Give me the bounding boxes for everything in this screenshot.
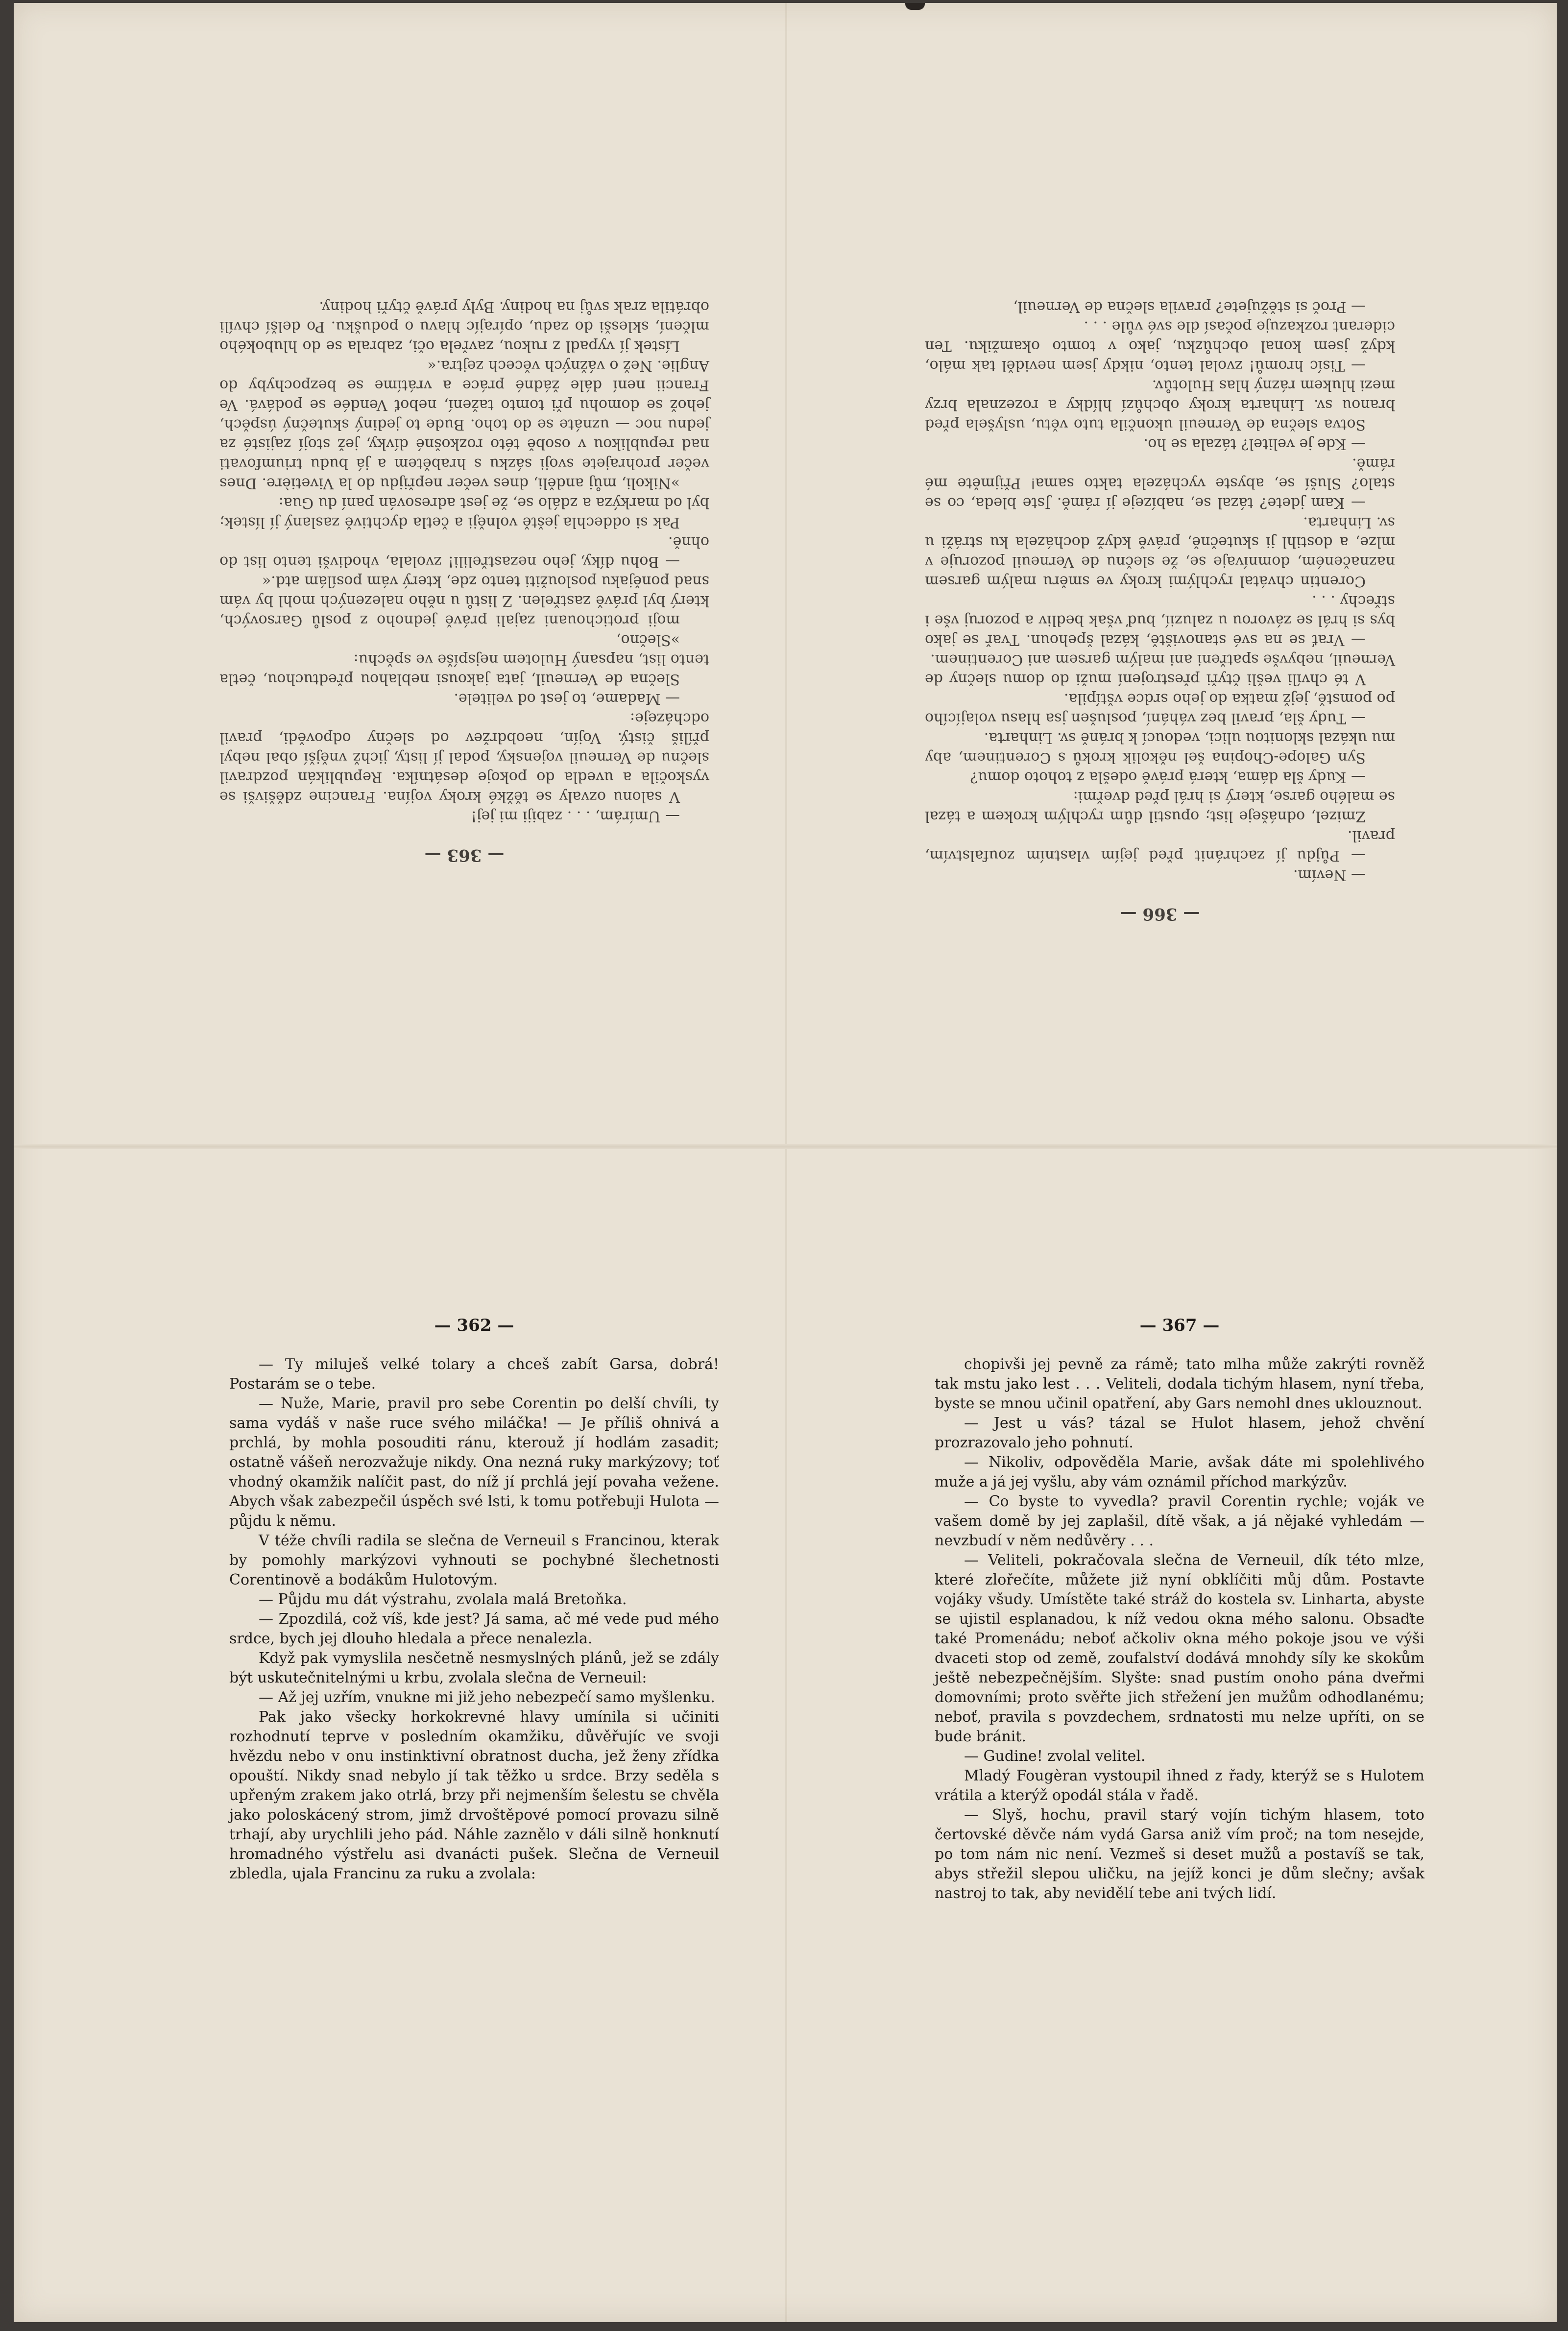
binding-clip [905,3,925,10]
paragraph: V téže chvíli radila se slečna de Verneuil s Francinou, kterak by pomohly markýzovi vyhnouti se pochybné šlechetnosti Corentinově a bodákům Hulotovým. [229,1532,719,1588]
page-number: — 363 — [424,845,505,865]
paragraph: Syn Galope-Chopina šel několik kroků s Corentinem, aby mu ukázal sklonitou ulici, vedoucí k bráně sv. Linharta. [925,729,1395,766]
paragraph: — Umírám, . . . zabiji mi jej! [471,808,680,825]
paragraph: V salonu ozvaly se těžké kroky vojína. Francine zděšivši se vyskočila a uvedla do pokoje desátníka. Republikán pozdravil slečnu de Verneuil vojensky, podal jí listy, jichž vnější obal nebyl příliš čistý. Vojín, neobdržev od slečny odpovědi, pravil odcházeje: [219,710,709,805]
paragraph: — Ty miluješ velké tolary a chceš zabít Garsa, dobrá! Postarám se o tebe. [229,1356,719,1393]
paragraph: — Nevím. [1293,866,1366,884]
scanned-book-sheet [14,3,1557,2322]
paragraph: — Veliteli, pokračovala slečna de Verneuil, dík této mlze, které zlořečíte, můžete již nyní obklíčiti můj dům. Postavte vojáky všudy. Umístěte také stráž do kostela sv. Linharta, abyste se ujistil esplanadou, k níž vedou okna mého salonu. Obsaďte také Promenádu; neboť ačkoliv okna mého pokoje jsou ve výši dvaceti stop od země, zoufalství dodává mnohdy síly ke skokům ještě nebezpečnějším. Slyšte: snad pustím onoho pána dveřmi domovními; proto svěřte jich střežení jen mužům odhodlanému; neboť, pravila s povzdechem, srdnatosti mu nelze upříti, on se bude bránit. [935,1552,1424,1745]
page-number: — 366 — [1120,904,1200,924]
paragraph: »Nikoli, můj anděli, dnes večer nepřijdu do la Vivetière. Dnes večer prohrajete svoji sázku s hrabětem a já budu triumfovati nad republikou v osobě této rozkošné dívky, jež stojí zajisté za jednu noc — uznáte se do toho. Bude to jediný skutečný úspěch, jehož se domohu při tomto tažení, neboť Vendée se podává. Ve Francii není dále žádné práce a vrátíme se bezpochyby do Anglie. Než o vážných věcech zejtra.« [219,357,709,492]
paragraph: Corentin chvátal rychlými kroky ve směru malým garsem naznačeném, domnívaje se, že slečnu de Verneuil pozoruje v mlze, a dostihl ji skutečně, právě když docházela ku stráži u sv. Linharta. [925,514,1395,590]
paragraph: Pak si oddechla ještě volněji a četla dychtivě zaslaný jí lístek; byl od markýza a zdálo se, že jest adresován paní du Gua: [219,494,709,531]
paragraph: — Jest u vás? tázal se Hulot hlasem, jehož chvění prozrazovalo jeho pohnutí. [935,1415,1424,1451]
paragraph: — Gudine! zvolal velitel. [964,1748,1146,1765]
paragraph: — Co byste to vyvedla? pravil Corentin rychle; voják ve vašem domě by jej zaplašil, dítě však, a já nějaké vyhledám — nevzbudí v něm nedůvěry . . . [935,1493,1424,1549]
paragraph: — Zpozdilá, což víš, kde jest? Já sama, ač mé vede pud mého srdce, bych jej dlouho hledala a přece nenalezla. [229,1610,719,1647]
page-363-upside-down [219,297,709,865]
page-text [935,1355,1424,1903]
paragraph: — Tudy šla, pravil bez váhání, poslušen jsa hlasu volajícího po pomstě, jejž matka do jeho srdce vštípila. [925,690,1395,727]
paragraph: Mladý Fougèran vystoupil ihned z řady, kterýž se s Hulotem vrátila a kterýž opodál stála v řadě. [935,1767,1424,1804]
paragraph: — Půjdu mu dát výstrahu, zvolala malá Bretoňka. [259,1591,627,1608]
paragraph: Když pak vymyslila nesčetně nesmyslných plánů, jež se zdály být uskutečnitelnými u krbu, zvolala slečna de Verneuil: [229,1650,719,1686]
paragraph: — Slyš, hochu, pravil starý vojín tichým hlasem, toto čertovské děvče nám vydá Garsa aniž vím proč; na tom nesejde, po tom nám nic není. Vezmeš si deset mužů a postavíš se tak, abys střežil slepou uličku, na jejíž konci je dům slečny; avšak nastroj to tak, aby nevidělí tebe ani tvých lidí. [935,1806,1424,1902]
paragraph: — Půjdu jí zachránit před jejím vlastním zoufalstvím, pravil. [925,827,1395,864]
paragraph: »Slečno, [616,631,680,649]
page-number: — 362 — [434,1316,514,1335]
paragraph: — Až jej uzřím, vnukne mi již jeho nebezpečí samo myšlenku. [259,1689,715,1706]
paragraph: — Tisíc hromů! zvolal tento, nikdy jsem neviděl tak málo, když jsem konal obchůzku, jako v tomto okamžiku. Ten ciderant rozkazuje počasí dle své vůle . . . [925,318,1395,374]
page-number: — 367 — [1139,1316,1220,1335]
paragraph: — Bohu díky, jeho nezastřelili! zvolala, vhodivši tento list do ohně. [219,533,709,570]
paragraph: moji protichouani zajali právě jednoho z poslů Garsových, který byl právě zastřelen. Z listů u něho nalezených mohl by vám snad ponějaku posloužiti tento zde, který vám posílám atd.« [219,573,709,629]
paragraph: — Nikoliv, odpověděla Marie, avšak dáte mi spolehlivého muže a já jej vyšlu, aby vám oznámil příchod markýzův. [935,1454,1424,1490]
page-text [925,297,1395,885]
paragraph: — Vrať se na své stanoviště, kázal špehoun. Tvař se jako bys si hrál se závorou u zaluzií, buď však bedliv a pozoruj vše i střechy . . . [925,592,1395,649]
page-text [219,297,709,826]
paragraph: — Kde je velitel? tázala se ho. [1143,435,1366,453]
page-366-upside-down [925,297,1395,924]
paragraph: — Kudy šla dáma, která právě odešla z tohoto domu? [970,769,1366,786]
paragraph: — Proč si stěžujete? pravila slečna de Verneuil, [1013,298,1366,315]
page-362 [229,1316,719,1884]
paragraph: Slečna de Verneuil, jata jakousi neblahou předtuchou, četla tento list, napsaný Hulotem nejspíše ve spěchu: [219,651,709,688]
paragraph: Lístek jí vypadl z rukou, zavřela oči, zabrala se do hlubokého mlčení, sklesši do zadu, opírajíc hlavu o podušku. Po delší chvíli obrátila zrak svůj na hodiny. Byly právě čtyři hodiny. [219,298,709,355]
paragraph: Zmizel, odnášeje list; opustil dům rychlým krokem a tázal se malého garse, který si hrál před dveřmi: [925,788,1395,825]
book-spine [785,3,787,2322]
page-367 [935,1316,1424,1903]
paragraph: Sotva slečna de Verneuil ukončila tuto větu, uslyšela před branou sv. Linharta kroky obchůzí hlídky a rozeznala brzy mezi hlukem rázný hlas Hulotův. [925,377,1395,433]
paragraph: — Kam jdete? tázal se, nabízeje jí rámě. Jste bleda, co se stalo? Sluší se, abyste vycházela takto samaǃ Přijměte mé rámě. [925,455,1395,511]
paragraph: chopivši jej pevně za rámě; tato mlha může zakrýti rovněž tak mstu jako lest . . . Veliteli, dodala tichým hlasem, nyní třeba, byste se mnou učinil opatření, aby Gars nemohl dnes uklouznout. [935,1356,1424,1412]
paragraph: Pak jako všecky horkokrevné hlavy umínila si učiniti rozhodnutí teprve v posledním okamžiku, důvěřujíc ve svoji hvězdu nebo v onu instinktivní obratnost ducha, jež ženy zřídka opouští. Nikdy snad nebylo jí tak těžko u srdce. Brzy seděla s upřeným zrakem jako otrlá, brzy při nejmenším šelestu se chvěla jako poloskácený strom, jimž drvoštěpové pomocí provazu silně trhají, aby urychlili jeho pád. Náhle zaznělo v dáli silně honknutí hromadného výstřelu asi dvanácti pušek. Slečna de Verneuil zbledla, ujala Francinu za ruku a zvolala: [229,1708,719,1882]
page-text [229,1355,719,1884]
paragraph: — Nuže, Marie, pravil pro sebe Corentin po delší chvíli, ty sama vydáš v naše ruce svého miláčka! — Je příliš ohnivá a prchlá, by mohla posouditi ránu, kterouž jí hodlám zasadit; ostatně vášeň nerozvažuje nikdy. Ona nezná ruky markýzovy; toť vhodný okamžik nalíčit past, do níž jí prchlá její povaha vežene. Abych však zabezpečil úspěch své lsti, k tomu potřebuji Hulota — půjdu k němu. [229,1395,719,1530]
paragraph: V té chvíli vešli čtyři přestrojení muži do domu slečny de Verneuil, nebyvše spatřeni ani malým garsem ani Corentinem. [925,651,1395,688]
paragraph: — Madame, to jest od velitele. [454,690,680,707]
page-fold [14,1144,1557,1149]
